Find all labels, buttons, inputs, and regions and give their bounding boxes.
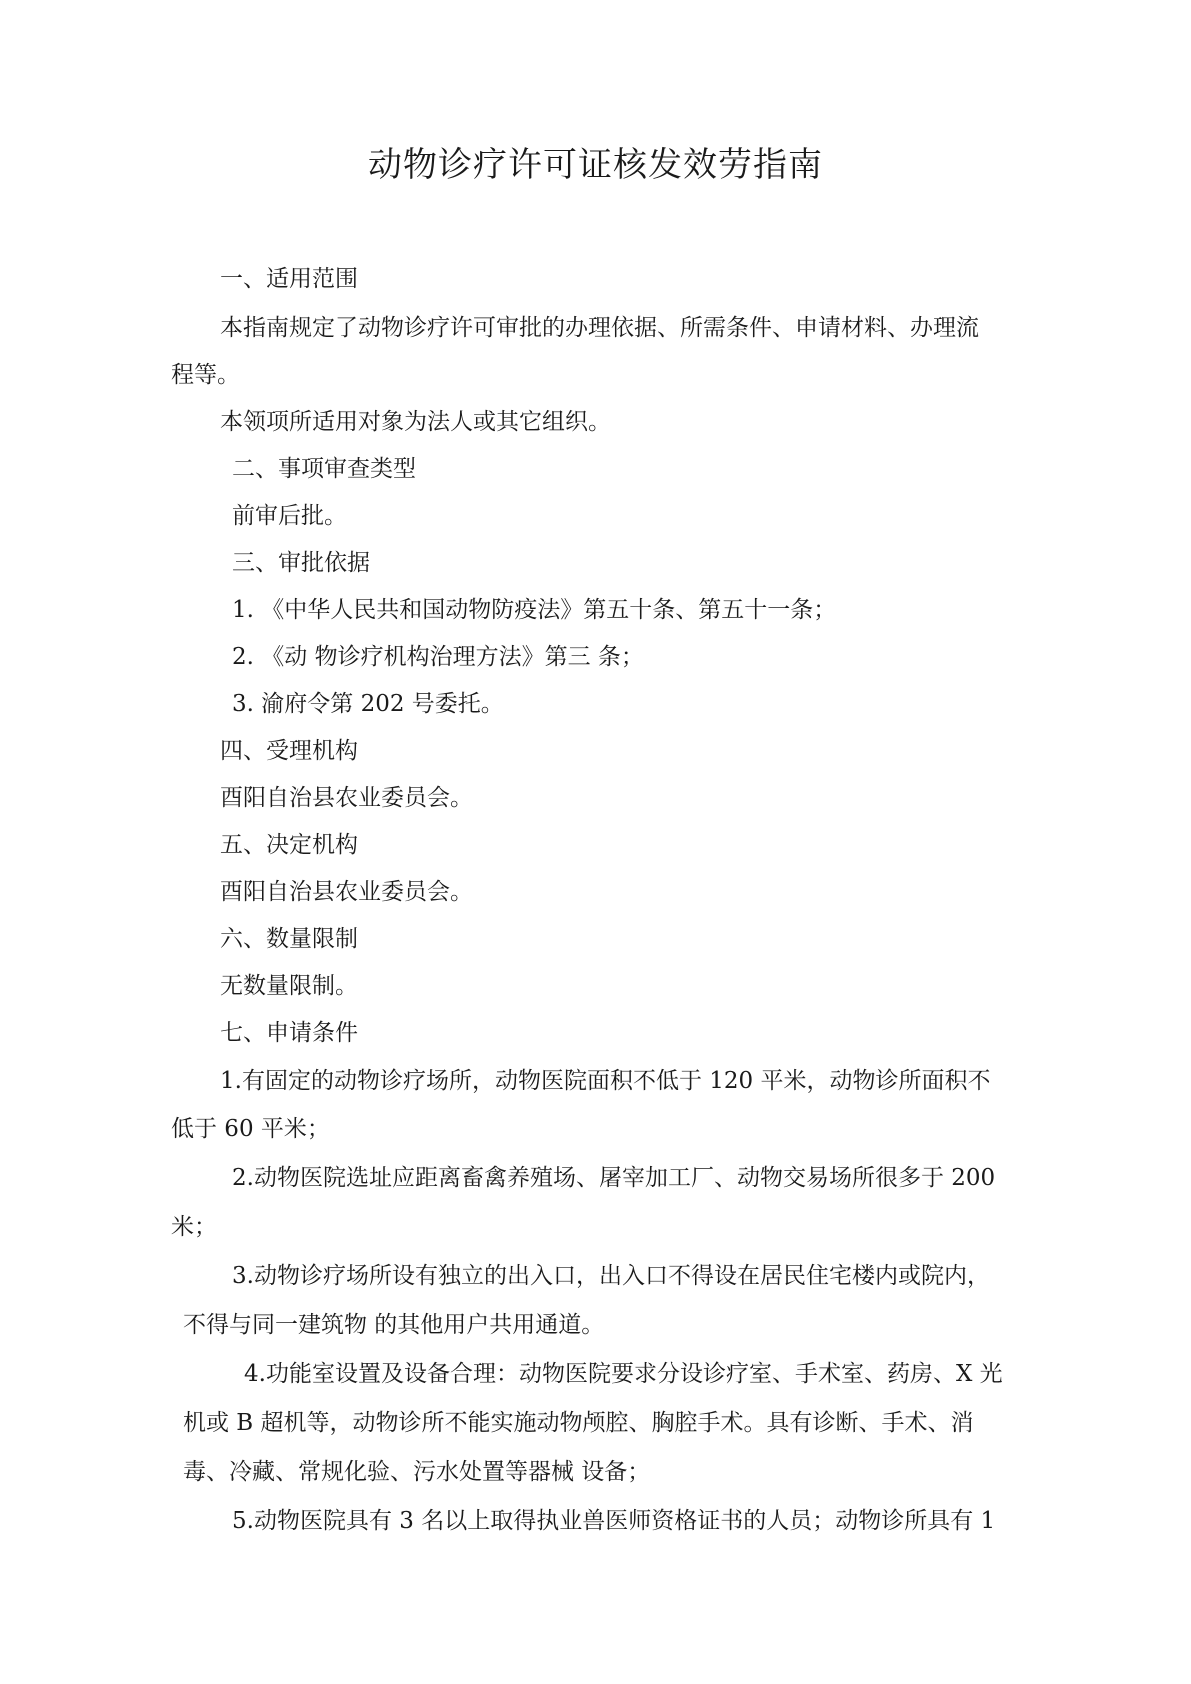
list-item: 5.动物医院具有 3 名以上取得执业兽医师资格证书的人员；动物诊所具有 1 <box>232 1508 996 1534</box>
list-item: 3.动物诊疗场所设有独立的出入口，出入口不得设在居民住宅楼内或院内， <box>232 1263 990 1289</box>
paragraph-line: 前审后批。 <box>232 503 347 529</box>
section-heading-accepting-authority: 四、受理机构 <box>220 738 358 764</box>
list-item-continuation: 机或 B 超机等，动物诊所不能实施动物颅腔、胸腔手术。具有诊断、手术、消 <box>183 1410 974 1436</box>
list-item: 3. 渝府令第 202 号委托。 <box>232 691 504 717</box>
section-heading-quantity-limit: 六、数量限制 <box>220 926 358 952</box>
paragraph-line: 程等。 <box>171 362 240 388</box>
paragraph-line: 本指南规定了动物诊疗许可审批的办理依据、所需条件、申请材料、办理流 <box>220 315 979 341</box>
paragraph-line: 酉阳自治县农业委员会。 <box>220 879 473 905</box>
list-item: 2.动物医院选址应距离畜禽养殖场、屠宰加工厂、动物交易场所很多于 200 <box>232 1165 996 1191</box>
list-item-continuation: 毒、冷藏、常规化验、污水处置等器械 设备； <box>183 1459 651 1485</box>
section-heading-review-type: 二、事项审查类型 <box>232 456 416 482</box>
paragraph-line: 酉阳自治县农业委员会。 <box>220 785 473 811</box>
paragraph-line: 本领项所适用对象为法人或其它组织。 <box>220 409 611 435</box>
list-item: 1. 《中华人民共和国动物防疫法》第五十条、第五十一条； <box>232 597 837 623</box>
document-title: 动物诊疗许可证核发效劳指南 <box>368 145 823 185</box>
section-heading-basis: 三、审批依据 <box>232 550 370 576</box>
list-item: 4.功能室设置及设备合理：动物医院要求分设诊疗室、手术室、药房、X 光 <box>244 1361 1003 1387</box>
section-heading-scope: 一、适用范围 <box>220 266 358 292</box>
section-heading-deciding-authority: 五、决定机构 <box>220 832 358 858</box>
list-item-continuation: 不得与同一建筑物 的其他用户共用通道。 <box>183 1312 605 1338</box>
list-item-continuation: 米； <box>171 1214 217 1240</box>
section-heading-conditions: 七、申请条件 <box>220 1020 358 1046</box>
paragraph-line: 无数量限制。 <box>220 973 358 999</box>
list-item: 1.有固定的动物诊疗场所，动物医院面积不低于 120 平米，动物诊所面积不 <box>220 1068 991 1094</box>
list-item: 2. 《动 物诊疗机构治理方法》第三 条； <box>232 644 644 670</box>
list-item-continuation: 低于 60 平米； <box>171 1116 330 1142</box>
